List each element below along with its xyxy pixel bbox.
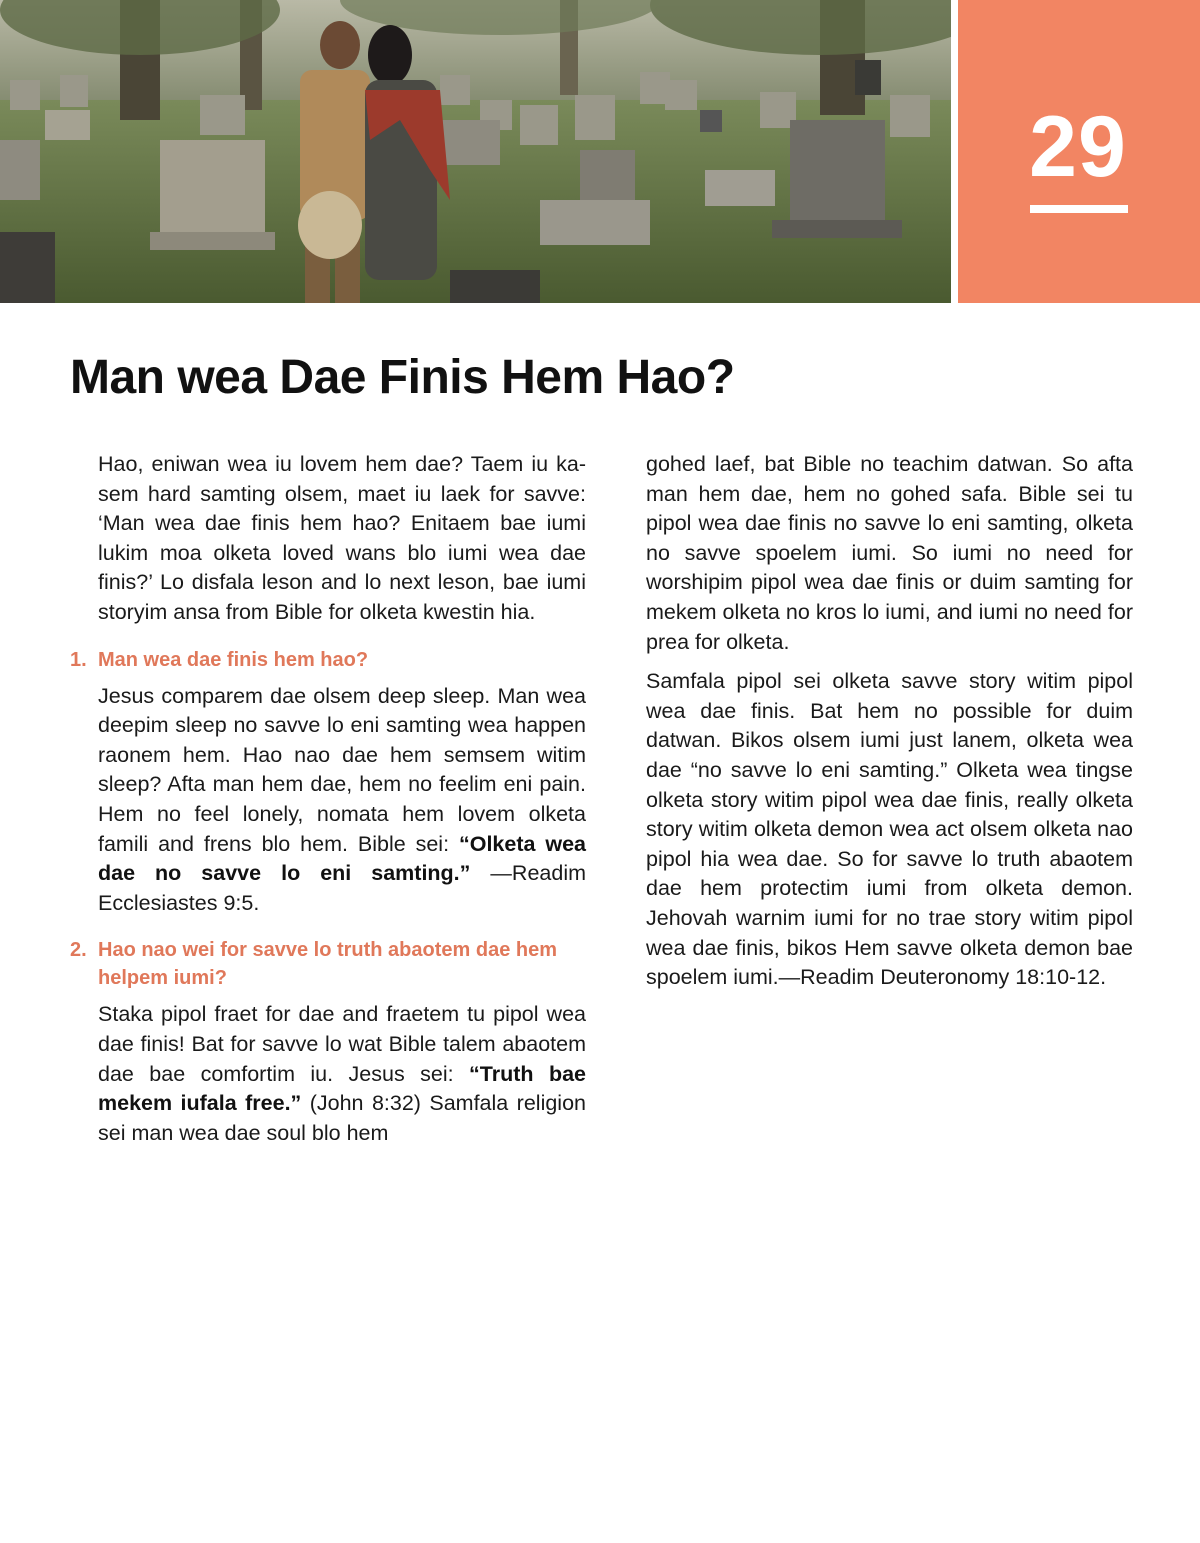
answer-1-quote: “Olketa wea dae no savve lo eni samting.” [98, 831, 586, 886]
question-1-number: 1. [70, 648, 87, 671]
lesson-number: 29 [1029, 99, 1127, 195]
right-paragraph-2: Samfala pipol sei olketa savve story witim pipol wea dae finis. Bat hem no possible for duim datwan. Bikos olsem iumi just lanem, olketa wea dae “no savve lo eni samting.” Olketa wea tingse olketa story witim pipol wea dae finis, really olketa story witim olketa demon wea act olsem olketa nao pipol hia wea dae. So for savve lo truth abaotem dae hem protectim iumi from olketa demon. Jehovah warnim iumi for no trae story witim pipol wea dae finis, bikos Hem savve olketa demon bae spoelem iumi.—Readim Deuteronomy 18:10-12. [646, 669, 1133, 990]
question-2-number: 2. [70, 939, 87, 962]
right-column [646, 450, 1133, 1003]
lesson-number-box [958, 0, 1200, 303]
answer-2-reference: (John 8:32) Samfala religion sei man wea dae soul blo hem [98, 1091, 587, 1145]
question-1 [70, 646, 586, 674]
question-1-text: Man wea dae finis hem hao? [98, 648, 369, 671]
left-column [70, 450, 587, 1158]
right-paragraph-1: gohed laef, bat Bible no teachim datwan. So afta man hem dae, hem no gohed safa. Bible sei tu pipol wea dae finis no savve lo eni samting, olketa no savve spoelem iumi. So iumi no need for worshipim pipol wea dae finis or duim samting for mekem olketa no kros lo iumi, and iumi no need for prea for olketa. [646, 452, 1133, 654]
answer-2-paragraph [98, 1000, 586, 1148]
cemetery-illustration [0, 0, 951, 303]
answer-2-quote: “Truth bae mekem iufala free.” [98, 1061, 586, 1116]
lesson-underline [1030, 205, 1128, 213]
question-2 [70, 936, 586, 992]
intro-paragraph: Hao, eniwan wea iu lovem hem dae? Taem iu kasem hard samting olsem, maet iu laek for savve: ‘Man wea dae finis hem hao? Enitaem bae iumi lukim moa olketa loved wans blo iumi wea dae finis?’ Lo disfala leson and lo next leson, bae iumi storyim ansa from Bible for olketa kwestin hia. [98, 452, 586, 624]
answer-2-text: Staka pipol fraet for dae and fraetem tu pipol wea dae finis! Bat for savve lo wat Bible talem abaotem dae bae comfortim iu. Jesus sei: [98, 1002, 586, 1086]
answer-1-text: Jesus comparem dae olsem deep sleep. Man wea deepim sleep no savve lo eni samting wea happen raonem hem. Hao nao dae hem semsem witim sleep? Afta man hem dae, hem no feelim eni pain. Hem no feel lonely, nomata hem lovem olketa famili and frens blo hem. Bible sei: [98, 683, 586, 856]
cemetery-photo [0, 0, 951, 303]
page-title: Man wea Dae Finis Hem Hao? [70, 351, 735, 404]
answer-1-paragraph [98, 682, 586, 919]
answer-1-reference: —Readim Ecclesiastes 9:5. [98, 861, 587, 915]
question-2-text: Hao nao wei for savve lo truth abaotem dae hem helpem iumi? [98, 939, 558, 990]
